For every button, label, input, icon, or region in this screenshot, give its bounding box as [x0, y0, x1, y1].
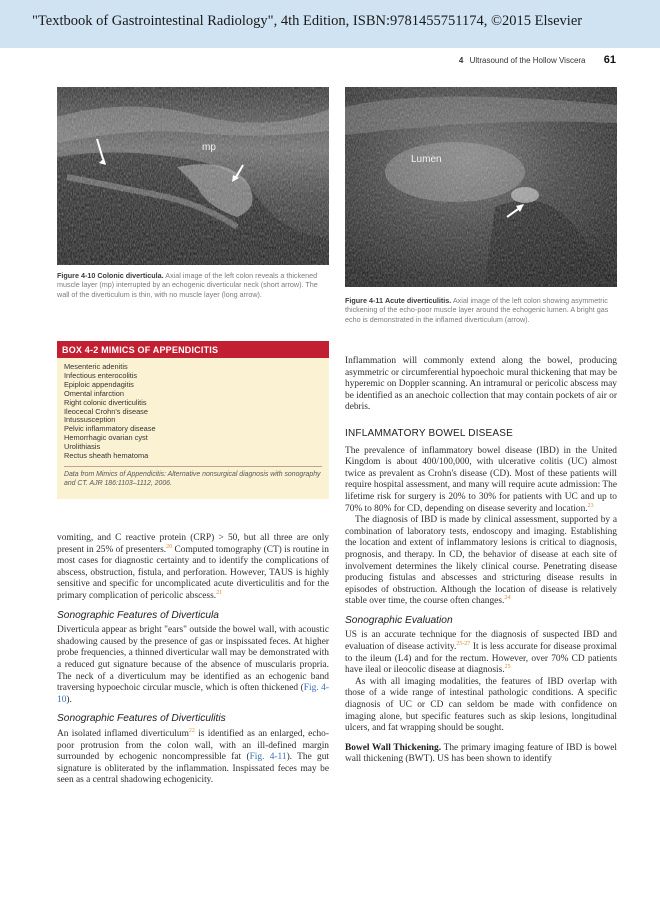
list-item: Hemorrhagic ovarian cyst	[64, 433, 148, 443]
page-number: 61	[603, 54, 616, 66]
figure-4-10-number: Figure 4-10	[57, 271, 96, 280]
paragraph: vomiting, and C reactive protein (CRP) > 50, but all three are only present in 25% of presenters.$^{20}$ Computed tomography (CT) is routine in most cases for diagnostic certainty and to identify the complications of abscess, obstruction, fistula, and perforation. However, TAUS is highly sensitive and specific for uncomplicated acute diverticulitis and for the primary complication of pericolic abscess.$^{21}$	[57, 533, 329, 601]
figure-4-11-title: Acute diverticulitis.	[384, 296, 452, 305]
ultrasound-image-colon	[57, 87, 329, 265]
figure-link[interactable]: Fig. 4-11	[249, 752, 287, 763]
list-item: Infectious enterocolitis	[64, 370, 138, 380]
banner-text: "Textbook of Gastrointestinal Radiology", 4th Edition, ISBN:9781455751174, ©2015 Elsevier	[32, 13, 583, 29]
chapter-number: 4	[458, 56, 464, 65]
figure-4-10-caption	[57, 271, 329, 299]
figure-4-11-number: Figure 4-11	[345, 296, 383, 305]
citation[interactable]: 24	[504, 595, 511, 602]
box-list	[57, 358, 329, 461]
source-banner	[0, 0, 660, 48]
paragraph: The prevalence of inflammatory bowel disease (IBD) in the United Kingdom is about 400/100,000, with ulcerative colitis (UC) almost twice as prevalent as Crohn's disease (CD). Most of these patients will require hospital assessment, and many will require acute admission: The lifetime risk for surgery is 20% to 30% for patients with UC and up to 70% to 80% for CD, depending on disease severity and location.$^{23}$	[345, 445, 617, 514]
label-mp: mp	[202, 142, 216, 153]
list-item: Intussusception	[64, 415, 116, 425]
ultrasound-image-diverticulitis	[345, 87, 617, 287]
list-item: Urolithiasis	[64, 442, 101, 452]
paragraph: Bowel Wall Thickening. The primary imaging feature of IBD is bowel wall thickening (BWT). US has been shown to identify	[345, 742, 617, 765]
chapter-title: Ultrasound of the Hollow Viscera	[469, 56, 586, 65]
citation[interactable]: 21	[216, 589, 223, 596]
figure-4-11-image	[345, 87, 617, 287]
running-head	[330, 54, 616, 66]
list-item: Ileocecal Crohn's disease	[64, 406, 148, 416]
citation[interactable]: 20	[166, 543, 173, 550]
box-source: Data from Mimics of Appendicitis: Alternative nonsurgical diagnosis with sonography and CT. AJR 186:1103–1112, 2006.	[64, 470, 321, 487]
box-mimics-of-appendicitis	[57, 341, 329, 499]
list-item: Epiploic appendagitis	[64, 379, 134, 389]
citation[interactable]: 25	[504, 664, 511, 671]
figure-4-10-title: Colonic diverticula.	[97, 271, 164, 280]
citation[interactable]: 23	[587, 502, 594, 509]
section-heading: Sonographic Evaluation	[345, 614, 453, 626]
run-in-heading: Bowel Wall Thickening.	[345, 742, 442, 753]
list-item: Rectus sheath hematoma	[64, 451, 149, 461]
paragraph: Inflammation will commonly extend along the bowel, producing asymmetric or circumferential hypoechoic mural thickening that may be hyperemic on Doppler scanning. An intramural or pericolic abscess may be identified as an anechoic collection that may contain pockets of air or debris.	[345, 356, 617, 413]
paragraph: US is an accurate technique for the diagnosis of suspected IBD and evaluation of disease activity.$^{25-27}$ It is less accurate for disease proximal to the ileum (L4) and for the rectum. However, over 70% CD patients have ileal or ileocolic disease at diagnosis.$^{25}$	[345, 630, 617, 676]
list-item: Mesenteric adenitis	[64, 362, 128, 371]
section-heading: Sonographic Features of Diverticulitis	[57, 713, 226, 725]
label-lumen: Lumen	[411, 154, 442, 165]
citation[interactable]: 22	[188, 727, 195, 734]
section-heading: Sonographic Features of Diverticula	[57, 609, 219, 621]
list-item: Omental infarction	[64, 388, 124, 398]
paragraph: Diverticula appear as bright "ears" outside the bowel wall, with acoustic shadowing caused by the presence of gas or inspissated feces. At higher probe frequencies, a thinned diverticular wall may be demonstrated with a reduced gut signature because of the absence of muscularis propria. The neck of a diverticulum may be identified as an echogenic band traversing hypoechoic circular muscle, which is often thickened (Fig. 4-10).	[57, 625, 329, 705]
paragraph: The diagnosis of IBD is made by clinical assessment, supported by a combination of laboratory tests, endoscopy and imaging. Establishing the location and extent of inflammatory lesions is critical to diagnosis, prognosis, and therapy. In CD, the behavior of disease at each site of involvement determines the likely clinical course. Penetrating disease producing fistulas and abscesses and stricturing disease results in episodes of obstruction. Although the location of disease is relatively stable over time, the course often changes.$^{24}$	[345, 515, 617, 607]
citation[interactable]: 25-27	[456, 640, 471, 647]
right-column	[345, 356, 617, 766]
figure-4-10-text: Axial image of the left colon reveals a thickened muscle layer (mp) interrupted by an echogenic diverticular neck (short arrow). The wall of the diverticulum is thin, with no muscle layer (long arrow).	[57, 271, 318, 299]
figure-link[interactable]: Fig. 4-10	[57, 683, 329, 705]
list-item: Pelvic inflammatory disease	[64, 424, 156, 434]
left-column	[57, 533, 329, 787]
paragraph: An isolated inflamed diverticulum$^{22}$ is identified as an enlarged, echo-poor protrusion from the colon wall, with an ill-defined margin surrounded by echogenic noncompressible fat (Fig. 4-11). The gut signature is obliterated by the inflammation. Inspissated feces may be seen as a central shadowing echogenicity.	[57, 727, 330, 786]
box-header: BOX 4-2 MIMICS OF APPENDICITIS	[57, 341, 329, 358]
section-heading: INFLAMMATORY BOWEL DISEASE	[345, 427, 514, 439]
figure-4-10-image	[57, 87, 329, 265]
figure-4-11-caption	[345, 296, 617, 324]
figure-4-11-text: Axial image of the left colon showing asymmetric thickening of the echo-poor muscle layer around the echogenic lumen. A bright gas echo is demonstrated in the inflamed diverticulum (arrow).	[345, 296, 609, 324]
list-item: Right colonic diverticulitis	[64, 397, 147, 407]
paragraph: As with all imaging modalities, the features of IBD overlap with those of a wide range of intestinal pathologic conditions. A specific diagnosis of UC or CD can seldom be made with confidence on imaging alone, but specific features such as skip lesions, longitudinal ulcers, and fat wrapping should be sought.	[345, 676, 617, 734]
